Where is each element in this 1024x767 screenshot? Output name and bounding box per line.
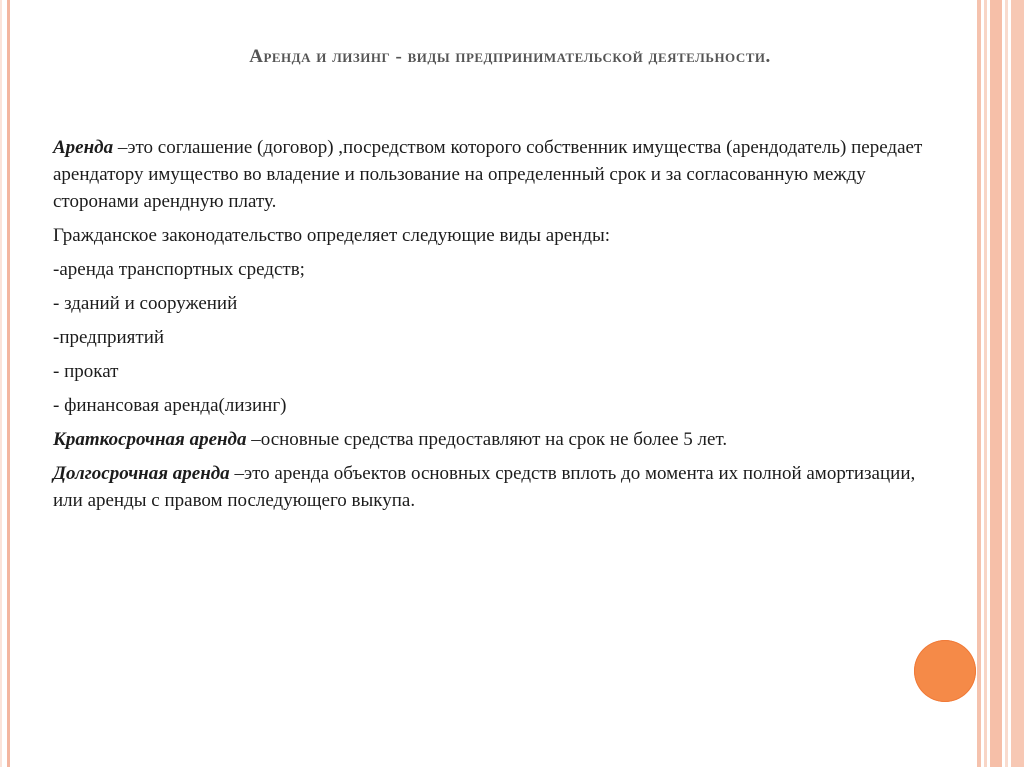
list-item-text: -предприятий xyxy=(53,327,165,348)
slide-content xyxy=(53,134,943,521)
term-short-term: Краткосрочная аренда xyxy=(53,429,247,450)
list-item-text: -аренда транспортных средств; xyxy=(53,259,305,280)
list-item-text: - прокат xyxy=(53,361,119,382)
list-item xyxy=(53,290,943,317)
right-stripe-2 xyxy=(984,0,987,767)
right-stripe-3 xyxy=(990,0,1002,767)
list-item-text: - зданий и сооружений xyxy=(53,293,238,314)
list-item xyxy=(53,324,943,351)
list-item xyxy=(53,358,943,385)
term-arenda: Аренда xyxy=(53,137,114,158)
left-border-outer xyxy=(0,0,2,767)
left-border xyxy=(7,0,10,767)
right-stripe-5 xyxy=(1011,0,1024,767)
intro-types-text: Гражданское законодательство определяет следующие виды аренды: xyxy=(53,225,611,246)
list-item xyxy=(53,256,943,283)
slide-title-text: Аренда и лизинг - виды предпринимательской деятельности. xyxy=(249,46,771,67)
slide-title xyxy=(60,46,960,68)
right-stripe-4 xyxy=(1005,0,1008,767)
list-item xyxy=(53,392,943,419)
decorative-circle xyxy=(914,640,976,702)
paragraph-long-term xyxy=(53,460,943,514)
list-item-text: - финансовая аренда(лизинг) xyxy=(53,395,287,416)
definition-arenda: –это соглашение (договор) ,посредством которого собственник имущества (арендодатель) передает арендатору имущество во владение и пользование на определенный срок и за согласованную между сторонами арендную плату. xyxy=(53,137,923,212)
definition-short-term: –основные средства предоставляют на срок не более 5 лет. xyxy=(246,429,728,450)
paragraph-intro-types xyxy=(53,222,943,249)
definition-long-term: –это аренда объектов основных средств вплоть до момента их полной амортизации, или аренды с правом последующего выкупа. xyxy=(53,463,916,511)
term-long-term: Долгосрочная аренда xyxy=(53,463,230,484)
paragraph-arenda xyxy=(53,134,943,215)
right-stripe-1 xyxy=(977,0,981,767)
paragraph-short-term xyxy=(53,426,943,453)
